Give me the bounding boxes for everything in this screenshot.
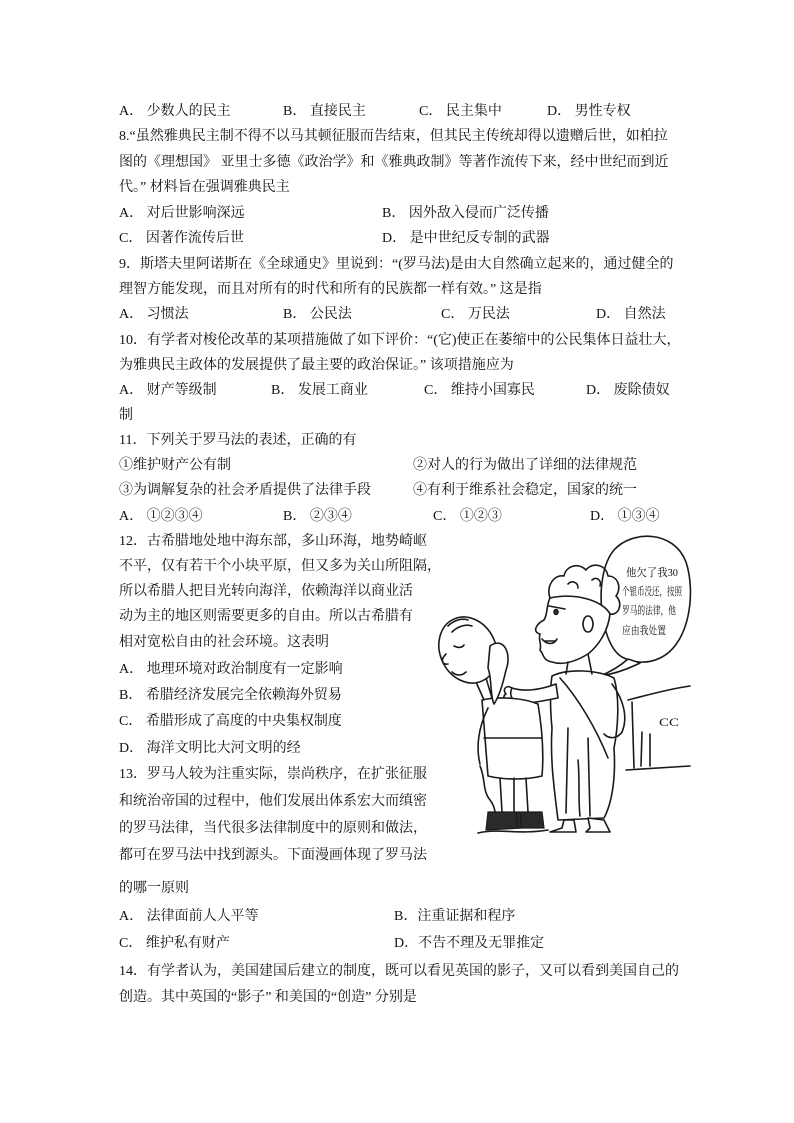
speech-bubble-outline (601, 536, 710, 662)
q12-stem-line: 所以希腊人把目光转向海洋，依赖海洋以商业活 (119, 584, 413, 599)
q13-stem-line: 的罗马法律，当代很多法律制度中的原则和做法， (119, 821, 427, 836)
q10-option-c: C． 维持小国寡民 (424, 383, 535, 398)
q8-option-d: D． 是中世纪反专制的武器 (382, 231, 550, 246)
q10-stem-line: 为雅典民主政体的发展提供了最主要的政治保证。” 该项措施应为 (119, 358, 514, 373)
q9-option-d: D． 自然法 (596, 307, 666, 322)
q13-stem-line: 13．罗马人较为注重实际，崇尚秩序，在扩张征服 (119, 767, 427, 782)
building-ground (626, 766, 690, 770)
q11-stem-line: 11．下列关于罗马法的表述，正确的有 (119, 433, 357, 448)
q12-stem-line: 12．古希腊地处地中海东部，多山环海，地势崎岖 (119, 534, 427, 549)
q13-stem-line: 都可在罗马法中找到源头。下面漫画体现了罗马法 (119, 848, 427, 863)
q7-option-d: D． 男性专权 (547, 104, 631, 119)
building-roofline (628, 686, 690, 700)
q11-option-c: C． ①②③ (433, 509, 502, 524)
q8-option-c: C． 因著作流传后世 (119, 231, 244, 246)
q7-option-c: C． 民主集中 (419, 104, 502, 119)
q12-stem-line: 不平，仅有若干个小块平原，但又多为关山所阻隔， (119, 559, 441, 574)
q11-statement-1: ①维护财产公有制 (119, 458, 231, 473)
q10-option-d-wrap: 制 (119, 408, 133, 423)
building-column (641, 732, 650, 766)
q8-option-b: B． 因外敌入侵而广泛传播 (382, 206, 549, 221)
q8-stem-line: 8.“虽然雅典民主制不得不以马其顿征服而告结束，但其民主传统却得以遗赠后世，如柏拉 (119, 129, 668, 144)
q9-option-b: B． 公民法 (283, 307, 352, 322)
q9-option-a: A． 习惯法 (119, 307, 189, 322)
speech-bubble-line: 罗马的法律，他 (622, 605, 699, 617)
q11-option-a: A． ①②③④ (119, 509, 203, 524)
q13-option-b: B．注重证据和程序 (394, 909, 516, 924)
q12-option-b: B． 希腊经济发展完全依赖海外贸易 (119, 688, 342, 703)
q8-stem-line: 代。” 材料旨在强调雅典民主 (119, 180, 290, 195)
q7-option-a: A． 少数人的民主 (119, 104, 231, 119)
roman-law-cartoon (428, 528, 710, 840)
debtor-figure (428, 607, 548, 833)
q13-stem-line: 的哪一原则 (119, 881, 189, 896)
q12-stem-line: 相对宽松自由的社会环境。这表明 (119, 635, 329, 650)
q10-option-d: D． 废除债奴 (586, 383, 670, 398)
q8-stem-line: 图的《理想国》 亚里士多德《政治学》和《雅典政制》等著作流传下来，经中世纪而到近 (119, 155, 669, 170)
q12-option-a: A． 地理环境对政治制度有一定影响 (119, 662, 343, 677)
q11-statement-4: ④有利于维系社会稳定，国家的统一 (413, 483, 637, 498)
q10-option-b: B． 发展工商业 (271, 383, 368, 398)
speech-bubble-tail (600, 659, 640, 676)
q7-option-b: B． 直接民主 (283, 104, 366, 119)
q11-option-b: B． ②③④ (283, 509, 352, 524)
q9-option-c: C． 万民法 (441, 307, 510, 322)
q10-option-a: A． 财产等级制 (119, 383, 217, 398)
q14-stem-line: 14．有学者认为，美国建国后建立的制度，既可以看见英国的影子，又可以看到美国自己的 (119, 964, 679, 979)
creditor-head (536, 596, 610, 663)
creditor-toga (551, 671, 618, 820)
q9-stem-line: 9．斯塔夫里阿诺斯在《全球通史》里说到：“(罗马法)是由大自然确立起来的，通过健全的 (119, 257, 674, 272)
speech-bubble-line: 个银币没还，按照 (622, 586, 710, 598)
speech-bubble-line: 应由我处置 (622, 625, 677, 637)
speech-bubble (600, 536, 710, 676)
debtor-legs (500, 778, 528, 812)
building-sign-text: CC (659, 715, 679, 729)
q11-statement-2: ②对人的行为做出了详细的法律规范 (413, 458, 637, 473)
q13-option-a: A． 法律面前人人平等 (119, 909, 259, 924)
q12-option-c: C． 希腊形成了高度的中央集权制度 (119, 714, 342, 729)
q14-stem-line: 创造。其中英国的“影子” 和美国的“创造” 分别是 (119, 990, 417, 1005)
q13-option-d: D．不告不理及无罪推定 (394, 936, 545, 951)
creditor-ear (583, 616, 593, 632)
q11-statement-3: ③为调解复杂的社会矛盾提供了法律手段 (119, 483, 371, 498)
q10-stem-line: 10．有学者对梭伦改革的某项措施做了如下评价：“(它)使正在萎缩中的公民集体日益壮大， (119, 333, 681, 348)
q13-option-c: C． 维护私有财产 (119, 936, 230, 951)
speech-bubble-line: 他欠了我30 (626, 567, 681, 579)
q12-option-d: D． 海洋文明比大河文明的经 (119, 741, 301, 756)
q13-stem-line: 和统治帝国的过程中，他们发展出体系宏大而缜密 (119, 794, 427, 809)
building-drawing (626, 686, 690, 770)
building-wall-left (632, 702, 634, 768)
creditor-eye (554, 609, 558, 614)
q8-option-a: A． 对后世影响深远 (119, 206, 245, 221)
debtor-shoes (486, 812, 544, 830)
q9-stem-line: 理智方能发现，而且对所有的时代和所有的民族都一样有效。” 这是指 (119, 282, 542, 297)
q12-stem-line: 动为主的地区则需要更多的自由。所以古希腊有 (119, 609, 413, 624)
q11-option-d: D． ①③④ (590, 509, 660, 524)
